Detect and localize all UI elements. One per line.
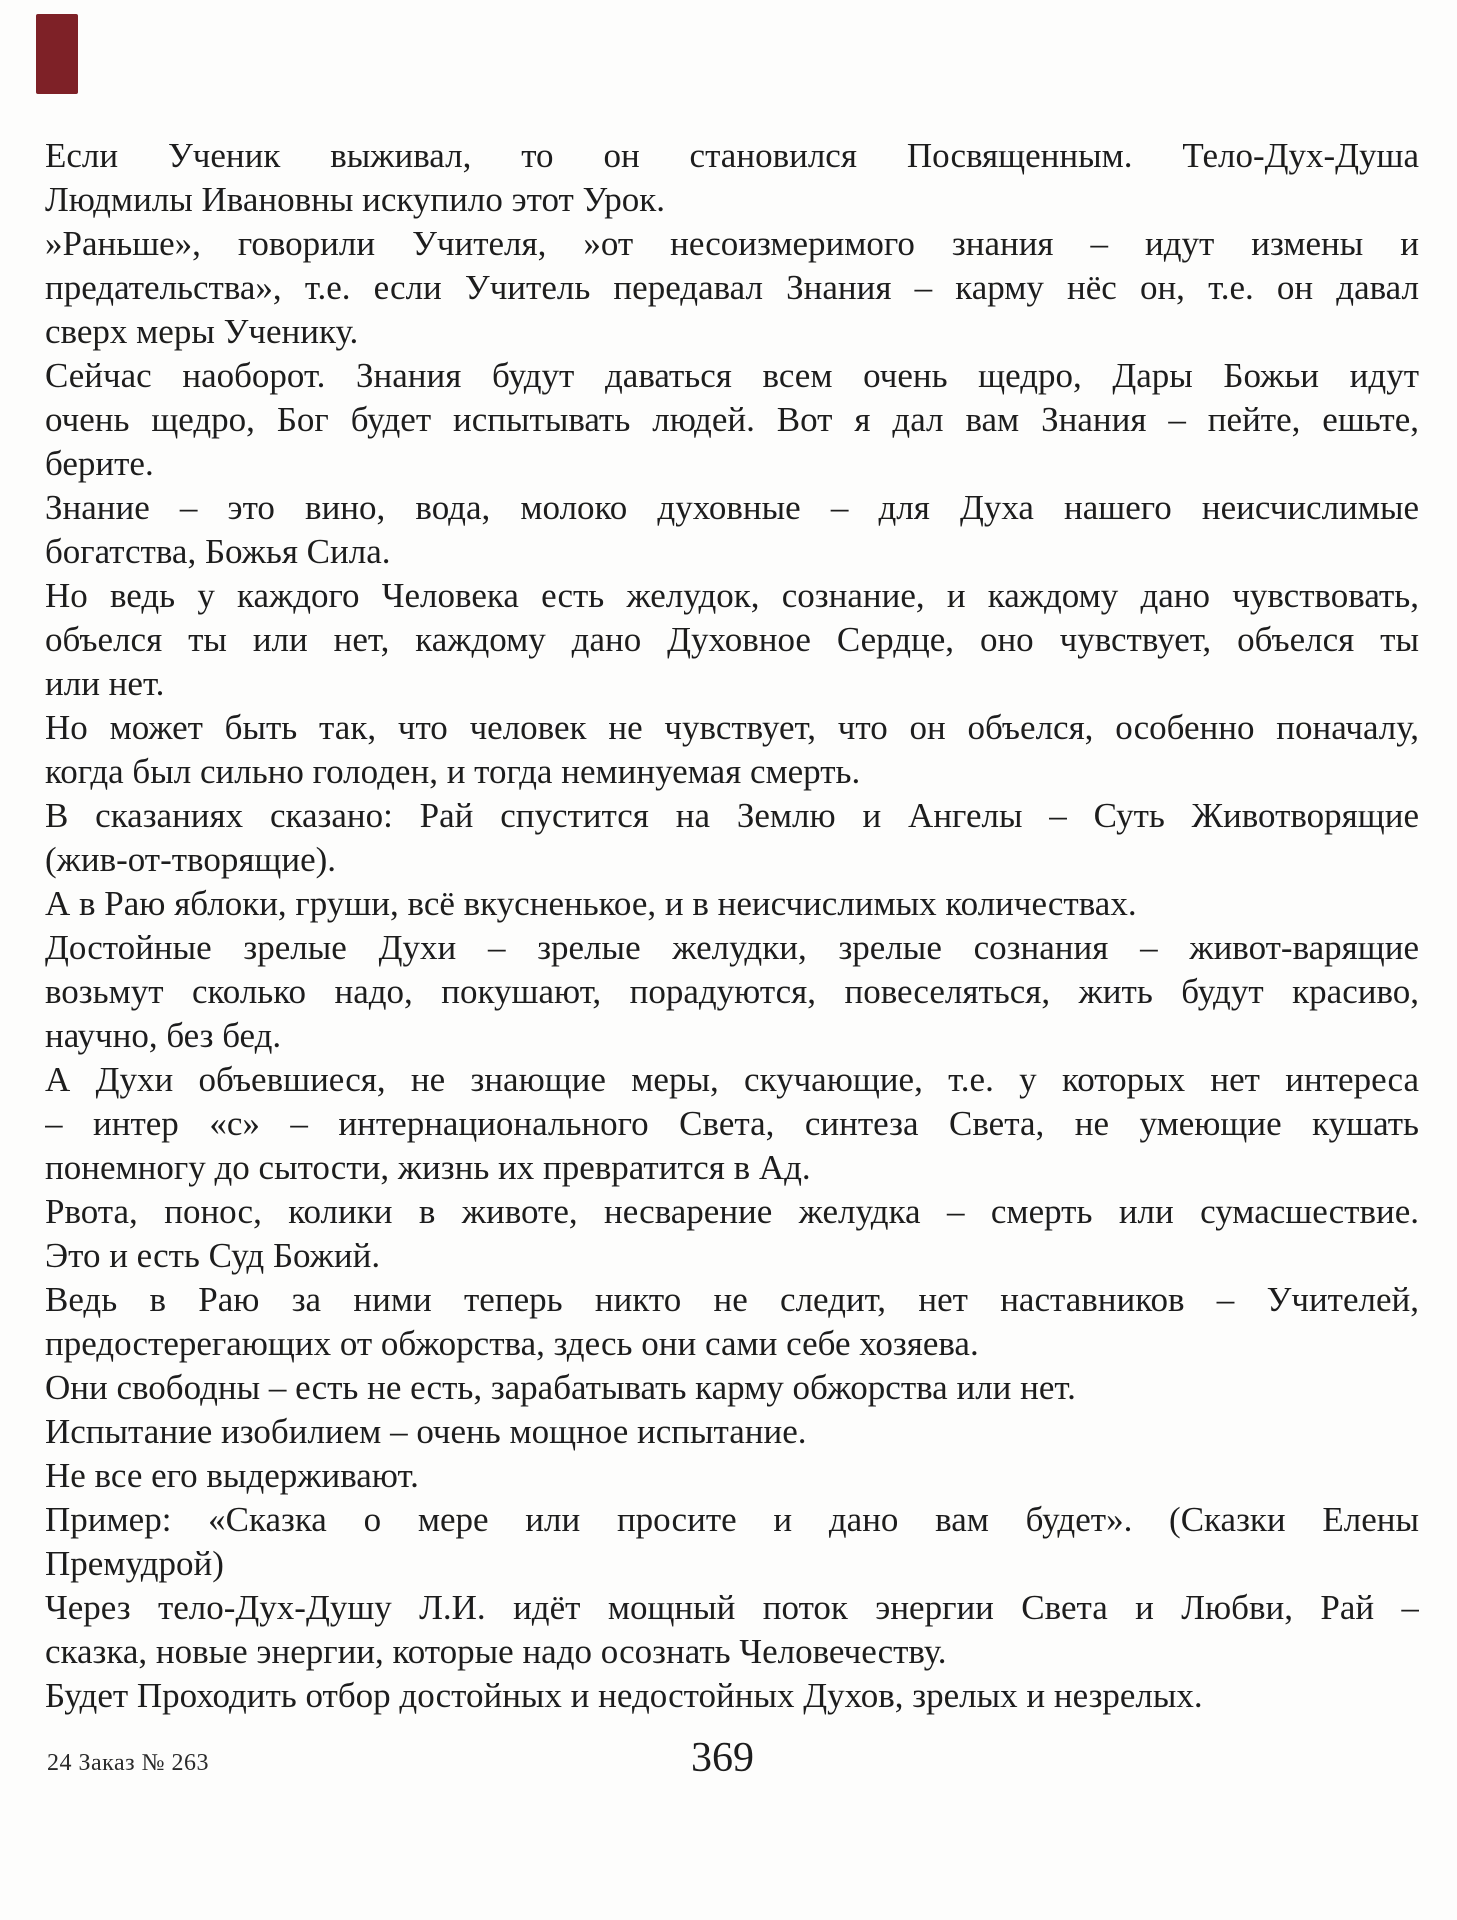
text-line: (жив-от-творящие). <box>45 840 337 879</box>
scan-red-mark <box>36 14 78 94</box>
text-line: очень щедро, Бог будет испытывать людей. Вот я дал вам Знания – пейте, ешьте, <box>45 400 1419 439</box>
text-line: Премудрой) <box>45 1544 224 1583</box>
text-line: Они свободны – есть не есть, зарабатывать карму обжорства или нет. <box>45 1368 1076 1407</box>
text-line: возьмут сколько надо, покушают, порадуются, повеселяться, жить будут красиво, <box>45 972 1419 1011</box>
text-line: предательства», т.е. если Учитель передавал Знания – карму нёс он, т.е. он давал <box>45 268 1419 307</box>
text-line: Испытание изобилием – очень мощное испытание. <box>45 1412 807 1451</box>
text-line: богатства, Божья Сила. <box>45 532 391 571</box>
text-line: научно, без бед. <box>45 1016 282 1055</box>
text-line: берите. <box>45 444 154 483</box>
text-line: объелся ты или нет, каждому дано Духовное Сердце, оно чувствует, объелся ты <box>45 620 1419 659</box>
text-line: Будет Проходить отбор достойных и недостойных Духов, зрелых и незрелых. <box>45 1676 1203 1715</box>
text-line: сверх меры Ученику. <box>45 312 359 351</box>
text-line: А в Раю яблоки, груши, всё вкусненькое, и в неисчислимых количествах. <box>45 884 1137 923</box>
text-line: Через тело-Дух-Душу Л.И. идёт мощный поток энергии Света и Любви, Рай – <box>45 1588 1419 1627</box>
text-line: когда был сильно голоден, и тогда неминуемая смерть. <box>45 752 861 791</box>
text-line: »Раньше», говорили Учителя, »от несоизмеримого знания – идут измены и <box>45 224 1419 263</box>
text-line: Рвота, понос, колики в животе, несварение желудка – смерть или сумасшествие. <box>45 1192 1419 1231</box>
text-line: Не все его выдерживают. <box>45 1456 419 1495</box>
text-line: понемногу до сытости, жизнь их превратится в Ад. <box>45 1148 811 1187</box>
text-line: или нет. <box>45 664 165 703</box>
page-text-block <box>45 134 1419 1718</box>
page-number: 369 <box>691 1735 754 1781</box>
text-line: Если Ученик выживал, то он становился Посвященным. Тело-Дух-Душа <box>45 136 1419 175</box>
text-line: Ведь в Раю за ними теперь никто не следит, нет наставников – Учителей, <box>45 1280 1419 1319</box>
text-line: Это и есть Суд Божий. <box>45 1236 381 1275</box>
text-line: – интер «с» – интернационального Света, синтеза Света, не умеющие кушать <box>45 1104 1419 1143</box>
text-line: Людмилы Ивановны искупило этот Урок. <box>45 180 666 219</box>
text-line: Но может быть так, что человек не чувствует, что он объелся, особенно поначалу, <box>45 708 1419 747</box>
printer-imprint: 24 Заказ № 263 <box>47 1750 210 1776</box>
text-line: предостерегающих от обжорства, здесь они сами себе хозяева. <box>45 1324 979 1363</box>
text-line: сказка, новые энергии, которые надо осознать Человечеству. <box>45 1632 947 1671</box>
text-line: Достойные зрелые Духи – зрелые желудки, зрелые сознания – живот-варящие <box>45 928 1419 967</box>
text-line: Но ведь у каждого Человека есть желудок, сознание, и каждому дано чувствовать, <box>45 576 1419 615</box>
text-line: Сейчас наоборот. Знания будут даваться всем очень щедро, Дары Божьи идут <box>45 356 1419 395</box>
text-line: А Духи объевшиеся, не знающие меры, скучающие, т.е. у которых нет интереса <box>45 1060 1419 1099</box>
text-line: В сказаниях сказано: Рай спустится на Землю и Ангелы – Суть Животворящие <box>45 796 1419 835</box>
text-line: Знание – это вино, вода, молоко духовные – для Духа нашего неисчислимые <box>45 488 1419 527</box>
text-line: Пример: «Сказка о мере или просите и дано вам будет». (Сказки Елены <box>45 1500 1419 1539</box>
